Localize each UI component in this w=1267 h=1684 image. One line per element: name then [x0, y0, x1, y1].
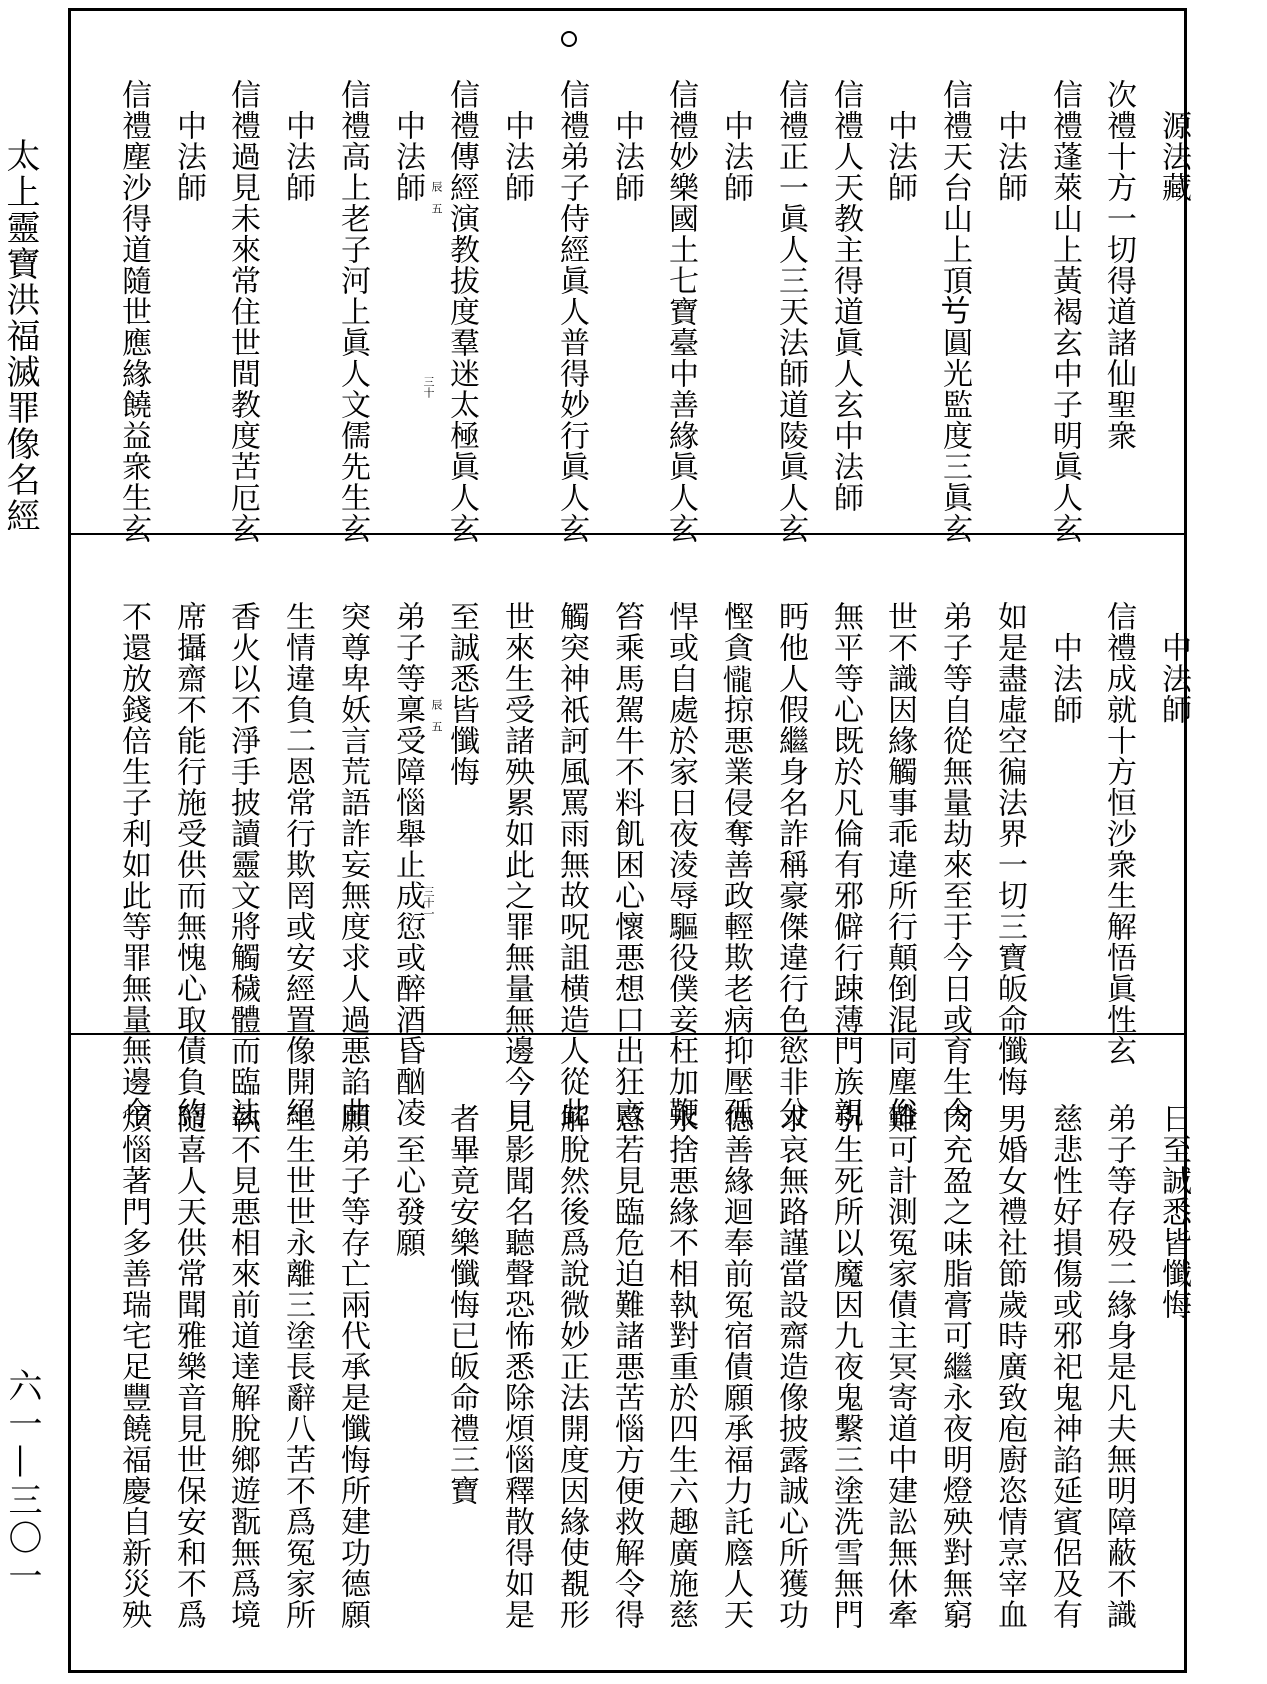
text-column: 肉充盈之味脂膏可繼永夜明燈殃對無窮 — [937, 1103, 972, 1630]
text-column: 信禮天台山上頂𠔃圓光監度三眞玄 — [937, 79, 972, 544]
text-column: 次禮十方一切得道諸仙聖衆 — [1101, 79, 1136, 451]
margin-note: 辰 五 — [430, 699, 443, 732]
text-column: 男婚女禮社節歲時廣致庖廚恣情烹宰血 — [992, 1103, 1027, 1630]
margin-note: 辰 五 — [430, 181, 443, 214]
text-column: 不還放錢倍生子利如此等罪無量無邊今 — [116, 601, 151, 1128]
text-section-2 — [71, 533, 1191, 1128]
text-column: 至誠悉皆懺悔 — [444, 601, 479, 787]
text-column: 願弟子等存亡兩代承是懺悔所建功德願 — [335, 1103, 370, 1630]
text-column: 弟子等稟受障惱舉止成愆或醉酒昏酗凌 — [390, 601, 425, 1128]
text-column: 生情違負二恩常行欺罔或安經置像開絕 — [280, 601, 315, 1128]
text-column: 者畢竟安樂懺悔已皈命禮三寶 — [444, 1103, 479, 1506]
text-column: 引生死所以魔因九夜鬼繫三塗洗雪無門 — [828, 1103, 863, 1630]
text-column: 解脫然後爲說微妙正法開度因緣使覩形 — [554, 1103, 589, 1630]
text-column: 求哀無路謹當設齋造像披露誠心所獲功 — [773, 1103, 808, 1630]
text-column: 信禮傳經演教拔度羣迷太極眞人玄 — [444, 79, 479, 544]
text-column: 永捨悪緣不相執對重於四生六趣廣施慈 — [663, 1103, 698, 1630]
text-column: 中法師 — [390, 79, 425, 203]
text-column: 笞乘馬駕牛不料飢困心懷悪想口出狂言 — [609, 601, 644, 1128]
text-section-3 — [71, 1035, 1191, 1670]
text-column: 世來生受諸殃累如此之罪無量無邊今日 — [499, 601, 534, 1128]
text-column: 中法師 — [718, 79, 753, 203]
text-column: 中法師 — [499, 79, 534, 203]
text-column: 無平等心既於凡倫有邪僻行踈薄門族親 — [828, 601, 863, 1128]
text-column: 至心發願 — [390, 1103, 425, 1258]
text-column: 慳貪𢤱掠悪業侵奪善政輕欺老病抑壓孤 — [718, 601, 753, 1128]
text-column: 信禮塵沙得道隨世應緣饒益衆生玄 — [116, 79, 151, 544]
text-column: 中法師 — [609, 79, 644, 203]
text-column: 隨喜人天供常聞雅樂音見世保安和不爲 — [171, 1103, 206, 1630]
text-column: 中法師 — [171, 79, 206, 203]
text-column: 突尊卑妖言荒語詐妄無度求人過悪諂曲 — [335, 601, 370, 1128]
text-column: 中法師 — [1156, 601, 1191, 725]
text-column: 信禮妙樂國土七寶臺中善緣眞人玄 — [663, 79, 698, 544]
text-column: 信禮成就十方恒沙衆生解悟眞性玄 — [1101, 601, 1136, 1066]
text-column: 中法師 — [280, 79, 315, 203]
text-column: 香火以不淨手披讀靈文將觸穢體而臨法 — [225, 601, 260, 1128]
text-column: 中法師 — [882, 79, 917, 203]
circle-mark — [561, 31, 577, 47]
text-column: 信禮人天教主得道眞人玄中法師 — [828, 79, 863, 513]
text-column: 德善緣迴奉前冤宿債願承福力託廕人天 — [718, 1103, 753, 1630]
text-column: 如是盡虛空徧法界一切三寶皈命懺悔 — [992, 601, 1027, 1097]
text-column: 信禮弟子侍經眞人普得妙行眞人玄 — [554, 79, 589, 544]
text-section-1 — [71, 11, 1191, 544]
page-frame — [68, 8, 1191, 1673]
text-column: 中法師 — [1047, 601, 1082, 725]
text-column: 煩惱著門多善瑞宅足豐饒福慶自新災殃 — [116, 1103, 151, 1630]
text-column: 難可計測冤家債主冥寄道中建訟無休牽 — [882, 1103, 917, 1630]
text-column: 中法師 — [992, 79, 1027, 203]
text-column: 信禮過見未來常住世間教度苦厄玄 — [225, 79, 260, 544]
text-column: 席攝齋不能行施受供而無愧心取債負約 — [171, 601, 206, 1128]
text-column: 信禮蓬萊山上黃褐玄中子明眞人玄 — [1047, 79, 1082, 544]
text-column: 弟子等自從無量劫來至于今日或育生今 — [937, 601, 972, 1128]
text-column: 世不識因緣觸事乖違所行顛倒混同塵俗 — [882, 601, 917, 1128]
text-column: 弟子等存殁二緣身是凡夫無明障蔽不識 — [1101, 1103, 1136, 1630]
text-column: 眄他人假繼身名詐稱豪傑違行色慾非分 — [773, 601, 808, 1128]
text-column: 慈悲性好損傷或邪祀鬼神諂延賓侶及有 — [1047, 1103, 1082, 1630]
text-column: 生生世世永離三塗長辭八苦不爲冤家所 — [280, 1103, 315, 1630]
text-column: 執不見悪相來前道達解脫鄉遊翫無爲境 — [225, 1103, 260, 1630]
text-column: 觸突神祇訶風罵雨無故呪詛横造人從此 — [554, 601, 589, 1128]
text-column: 信禮正一眞人三天法師道陵眞人玄 — [773, 79, 808, 544]
text-column: 見影聞名聽聲恐怖悉除煩惱釋散得如是 — [499, 1103, 534, 1630]
book-title: 太上靈寶洪福滅罪像名經 — [0, 138, 40, 534]
page-number: 六一—三〇一 — [2, 1368, 42, 1596]
text-column: 日至誠悉皆懺悔 — [1156, 1103, 1191, 1320]
text-column: 信禮高上老子河上眞人文儒先生玄 — [335, 79, 370, 544]
text-column: 悍或自處於家日夜淩辱驅役僕妾枉加鞭 — [663, 601, 698, 1128]
margin-note: 三十 — [422, 376, 435, 398]
text-column: 愍若見臨危迫難諸悪苦惱方便救解令得 — [609, 1103, 644, 1630]
margin-note: 三十一 — [422, 886, 435, 919]
text-column: 源法藏 — [1156, 79, 1191, 203]
